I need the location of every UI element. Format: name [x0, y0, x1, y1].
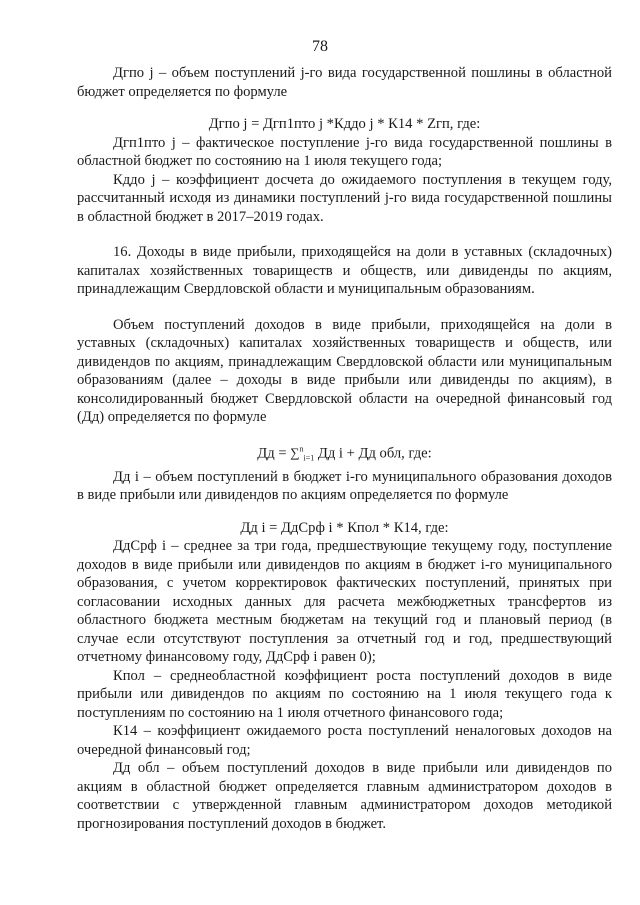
paragraph-ddsrf: ДдСрф i – среднее за три года, предшествующие текущему году, поступление доходов в виде прибыли или дивидендов по акциям в бюджет i-го муниципального образования, с учетом корректировок фактических поступлений, принятых при согласовании исходных данных для расчета межбюджетных трансфертов из областного бюджета местным бюджетам на текущий год и плановый период (в случае если отсутствуют поступления за отчетный год и год, предшествующий отчетному финансовому году, ДдСрф i равен 0);	[77, 538, 612, 666]
paragraph-k14: К14 – коэффициент ожидаемого роста поступлений неналоговых доходов на очередной финансовый год;	[77, 723, 612, 758]
paragraph-dd-i: Дд i – объем поступлений в бюджет i-го муниципального образования доходов в виде прибыли или дивидендов по акциям определяется по формуле	[77, 468, 612, 504]
formula-dgpo: Дгпо j = Дгп1пто j *Кддо j * К14 * Zгп, где:	[208, 116, 481, 132]
paragraph-dd-volume: Объем поступлений доходов в виде прибыли, приходящейся на доли в уставных (складочных) капиталах хозяйственных товариществ и обществ, или дивидендов по акциям, принадлежащим Свердловской области или муниципальным образованиям (далее – доходы в виде прибыли или дивиденды по акциям), в консолидированный бюджет Свердловской области на очередной финансовый год (Дд) определяется по формуле	[77, 316, 612, 425]
paragraph-kddo: Кддо j – коэффициент досчета до ожидаемого поступления в текущем году, рассчитанный исходя из динамики поступлений j-го вида государственной пошлины в областной бюджет в 2017–2019 годах.	[77, 171, 612, 225]
formula-dd-sum	[77, 441, 612, 468]
paragraph-dgp1pto: Дгп1пто j – фактическое поступление j-го вида государственной пошлины в областной бюджет по состоянию на 1 июля текущего года;	[77, 134, 612, 169]
sum-lower-limit: i=1	[303, 453, 315, 463]
paragraph-dgpo-definition: Дгпо j – объем поступлений j-го вида государственной пошлины в областной бюджет определяется по формуле	[77, 65, 612, 100]
page-number: 78	[312, 38, 328, 55]
sum-symbol	[290, 444, 315, 463]
paragraph-dd-obl: Дд обл – объем поступлений доходов в виде прибыли или дивидендов по акциям в областной бюджет определяется главным администратором доходов в соответствии с утвержденной главным администратором доходов методикой прогнозирования поступлений доходов в бюджет.	[77, 760, 612, 832]
sum-sign: ∑	[290, 444, 300, 460]
formula-dd-right: Дд i + Дд обл, где:	[314, 444, 432, 461]
document-body	[77, 64, 612, 833]
formula-dd-i: Дд i = ДдСрф i * Кпол * К14, где:	[240, 519, 449, 536]
section-16-heading: 16. Доходы в виде прибыли, приходящейся на доли в уставных (складочных) капиталах хозяйственных товариществ и обществ, или дивиденды по акциям, принадлежащим Свердловской области и муниципальным образованиям.	[77, 244, 612, 297]
formula-dd-left: Дд =	[257, 444, 291, 461]
paragraph-kpol: Кпол – среднеобластной коэффициент роста поступлений доходов в виде прибыли или дивидендов по акциям по состоянию на 1 июля текущего года к поступлениям по состоянию на 1 июля отчетного финансового года;	[77, 667, 612, 721]
sum-upper-limit: n	[299, 444, 304, 454]
